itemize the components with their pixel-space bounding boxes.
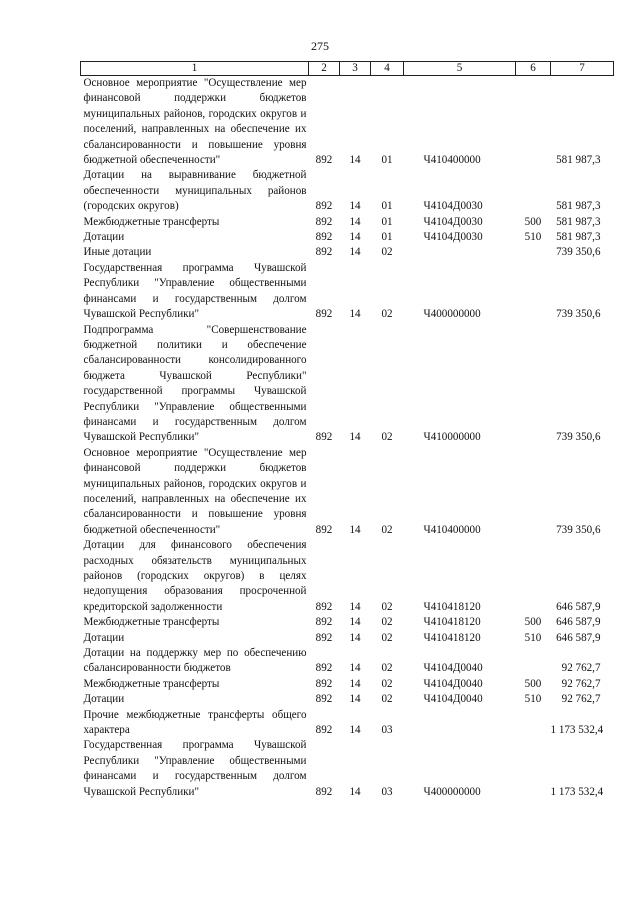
row-grbs: 892 xyxy=(315,200,333,213)
row-grbs: 892 xyxy=(315,724,333,737)
row-target-article: Ч4104Д0030 xyxy=(423,231,483,244)
row-target-article: Ч410418120 xyxy=(423,631,481,644)
table-row xyxy=(81,76,614,169)
table-row xyxy=(81,538,614,615)
table-row xyxy=(81,692,614,707)
row-amount: 581 987,3 xyxy=(556,200,601,213)
row-podrazdel: 02 xyxy=(381,246,393,259)
row-name: Дотации на поддержку мер по обеспечению сбалансированности бюджетов xyxy=(83,647,307,675)
row-target-article: Ч4104Д0040 xyxy=(423,662,483,675)
row-podrazdel: 03 xyxy=(381,724,393,737)
row-amount: 1 173 532,4 xyxy=(550,724,604,737)
row-amount: 1 173 532,4 xyxy=(550,785,604,798)
table-row xyxy=(81,230,614,245)
row-grbs: 892 xyxy=(315,785,333,798)
row-podrazdel: 02 xyxy=(381,600,393,613)
column-header: 1 xyxy=(81,62,309,76)
row-grbs: 892 xyxy=(315,662,333,675)
table-row xyxy=(81,615,614,630)
table-row xyxy=(81,708,614,739)
row-expense-type: 500 xyxy=(524,215,542,228)
table-row xyxy=(81,323,614,446)
table-row xyxy=(81,677,614,692)
row-target-article: Ч4104Д0040 xyxy=(423,677,483,690)
row-target-article: Ч410400000 xyxy=(423,523,481,536)
row-target-article: Ч4104Д0040 xyxy=(423,693,483,706)
row-name: Межбюджетные трансферты xyxy=(83,616,220,629)
row-amount: 581 987,3 xyxy=(556,154,601,167)
row-grbs: 892 xyxy=(315,215,333,228)
row-amount: 646 587,9 xyxy=(556,616,601,629)
row-name: Межбюджетные трансферты xyxy=(83,677,220,690)
row-name: Основное мероприятие "Осуществление мер финансовой поддержки бюджетов муниципальных районов, городских округов и поселений, направленных на обеспечение их сбалансированности и повышение уровня бюджетной обеспеченности" xyxy=(83,446,307,536)
row-grbs: 892 xyxy=(315,308,333,321)
row-amount: 739 350,6 xyxy=(556,308,601,321)
row-grbs: 892 xyxy=(315,431,333,444)
table-row xyxy=(81,245,614,260)
table-row xyxy=(81,446,614,538)
row-razdel: 14 xyxy=(349,154,361,167)
row-razdel: 14 xyxy=(349,724,361,737)
row-expense-type xyxy=(516,76,551,169)
row-podrazdel: 02 xyxy=(381,631,393,644)
row-grbs: 892 xyxy=(315,631,333,644)
row-amount: 739 350,6 xyxy=(556,431,601,444)
row-razdel: 14 xyxy=(349,200,361,213)
row-grbs: 892 xyxy=(315,693,333,706)
row-target-article xyxy=(404,708,516,739)
row-razdel: 14 xyxy=(349,693,361,706)
row-grbs: 892 xyxy=(315,677,333,690)
row-expense-type xyxy=(516,738,551,800)
row-expense-type xyxy=(516,168,551,214)
row-amount: 92 762,7 xyxy=(561,677,601,690)
row-razdel: 14 xyxy=(349,523,361,536)
row-target-article: Ч400000000 xyxy=(423,785,481,798)
row-razdel: 14 xyxy=(349,677,361,690)
page-number: 275 xyxy=(311,39,329,53)
row-target-article: Ч410418120 xyxy=(423,616,481,629)
row-expense-type: 500 xyxy=(524,677,542,690)
row-name: Иные дотации xyxy=(83,246,152,259)
column-header: 5 xyxy=(404,62,516,76)
row-name: Дотации xyxy=(83,231,125,244)
row-grbs: 892 xyxy=(315,523,333,536)
row-target-article: Ч4104Д0030 xyxy=(423,200,483,213)
table-row xyxy=(81,261,614,323)
row-name: Государственная программа Чувашской Республики "Управление общественными финансами и государственным долгом Чувашской Республики" xyxy=(83,739,307,798)
row-name: Государственная программа Чувашской Республики "Управление общественными финансами и государственным долгом Чувашской Республики" xyxy=(83,261,307,321)
table-row xyxy=(81,168,614,214)
row-name: Прочие межбюджетные трансферты общего характера xyxy=(83,708,307,737)
row-expense-type xyxy=(516,538,551,615)
row-razdel: 14 xyxy=(349,785,361,798)
row-podrazdel: 01 xyxy=(381,200,393,213)
row-podrazdel: 03 xyxy=(381,785,393,798)
row-target-article: Ч400000000 xyxy=(423,308,481,321)
row-razdel: 14 xyxy=(349,600,361,613)
row-target-article: Ч410000000 xyxy=(423,431,481,444)
row-razdel: 14 xyxy=(349,308,361,321)
row-razdel: 14 xyxy=(349,431,361,444)
row-podrazdel: 02 xyxy=(381,523,393,536)
table-row xyxy=(81,215,614,230)
table-row xyxy=(81,631,614,646)
row-amount: 739 350,6 xyxy=(556,523,601,536)
row-razdel: 14 xyxy=(349,616,361,629)
row-amount: 646 587,9 xyxy=(556,631,601,644)
row-amount: 739 350,6 xyxy=(556,246,601,259)
column-header: 6 xyxy=(516,62,551,76)
row-grbs: 892 xyxy=(315,246,333,259)
row-expense-type xyxy=(516,646,551,677)
row-expense-type xyxy=(516,261,551,323)
row-podrazdel: 02 xyxy=(381,693,393,706)
row-grbs: 892 xyxy=(315,154,333,167)
row-razdel: 14 xyxy=(349,662,361,675)
row-expense-type: 510 xyxy=(524,231,542,244)
row-grbs: 892 xyxy=(315,616,333,629)
row-name: Дотации для финансового обеспечения расходных обязательств муниципальных районов (городских округов) в целях недопущения образования просроченной кредиторской задолженности xyxy=(83,539,307,613)
row-name: Дотации xyxy=(83,693,125,706)
column-header: 2 xyxy=(309,62,340,76)
column-header: 3 xyxy=(340,62,371,76)
row-razdel: 14 xyxy=(349,215,361,228)
row-name: Основное мероприятие "Осуществление мер финансовой поддержки бюджетов муниципальных районов, городских округов и поселений, направленных на обеспечение их сбалансированности и повышение уровня бюджетной обеспеченности" xyxy=(83,77,307,167)
row-podrazdel: 02 xyxy=(381,308,393,321)
row-name: Дотации на выравнивание бюджетной обеспеченности муниципальных районов (городских округов) xyxy=(83,169,307,213)
row-expense-type: 510 xyxy=(524,693,542,706)
row-name: Дотации xyxy=(83,631,125,644)
table-header-row xyxy=(81,62,614,76)
row-expense-type: 500 xyxy=(524,616,542,629)
row-razdel: 14 xyxy=(349,246,361,259)
table-row xyxy=(81,646,614,677)
row-grbs: 892 xyxy=(315,600,333,613)
row-podrazdel: 01 xyxy=(381,215,393,228)
table-row xyxy=(81,738,614,800)
row-name: Подпрограмма "Совершенствование бюджетной политики и обеспечение сбалансированности консолидированного бюджета Чувашской Республики" государственной программы Чувашской Республики "Управление общественными финансами и государственным долгом Чувашской Республики" xyxy=(83,323,307,444)
row-expense-type xyxy=(516,245,551,260)
row-amount: 581 987,3 xyxy=(556,215,601,228)
row-amount: 92 762,7 xyxy=(561,693,601,706)
row-target-article: Ч410418120 xyxy=(423,600,481,613)
row-target-article: Ч4104Д0030 xyxy=(423,215,483,228)
row-expense-type xyxy=(516,323,551,446)
row-podrazdel: 02 xyxy=(381,677,393,690)
row-podrazdel: 02 xyxy=(381,662,393,675)
row-expense-type: 510 xyxy=(524,631,542,644)
row-name: Межбюджетные трансферты xyxy=(83,215,220,228)
row-amount: 92 762,7 xyxy=(561,662,601,675)
column-header: 7 xyxy=(551,62,614,76)
row-podrazdel: 01 xyxy=(381,154,393,167)
row-amount: 581 987,3 xyxy=(556,231,601,244)
row-podrazdel: 02 xyxy=(381,616,393,629)
row-grbs: 892 xyxy=(315,231,333,244)
row-target-article: Ч410400000 xyxy=(423,154,481,167)
row-expense-type xyxy=(516,708,551,739)
budget-table xyxy=(80,61,614,800)
row-expense-type xyxy=(516,446,551,538)
row-amount: 646 587,9 xyxy=(556,600,601,613)
row-target-article xyxy=(404,245,516,260)
row-razdel: 14 xyxy=(349,631,361,644)
row-podrazdel: 02 xyxy=(381,431,393,444)
row-podrazdel: 01 xyxy=(381,231,393,244)
row-razdel: 14 xyxy=(349,231,361,244)
column-header: 4 xyxy=(371,62,404,76)
